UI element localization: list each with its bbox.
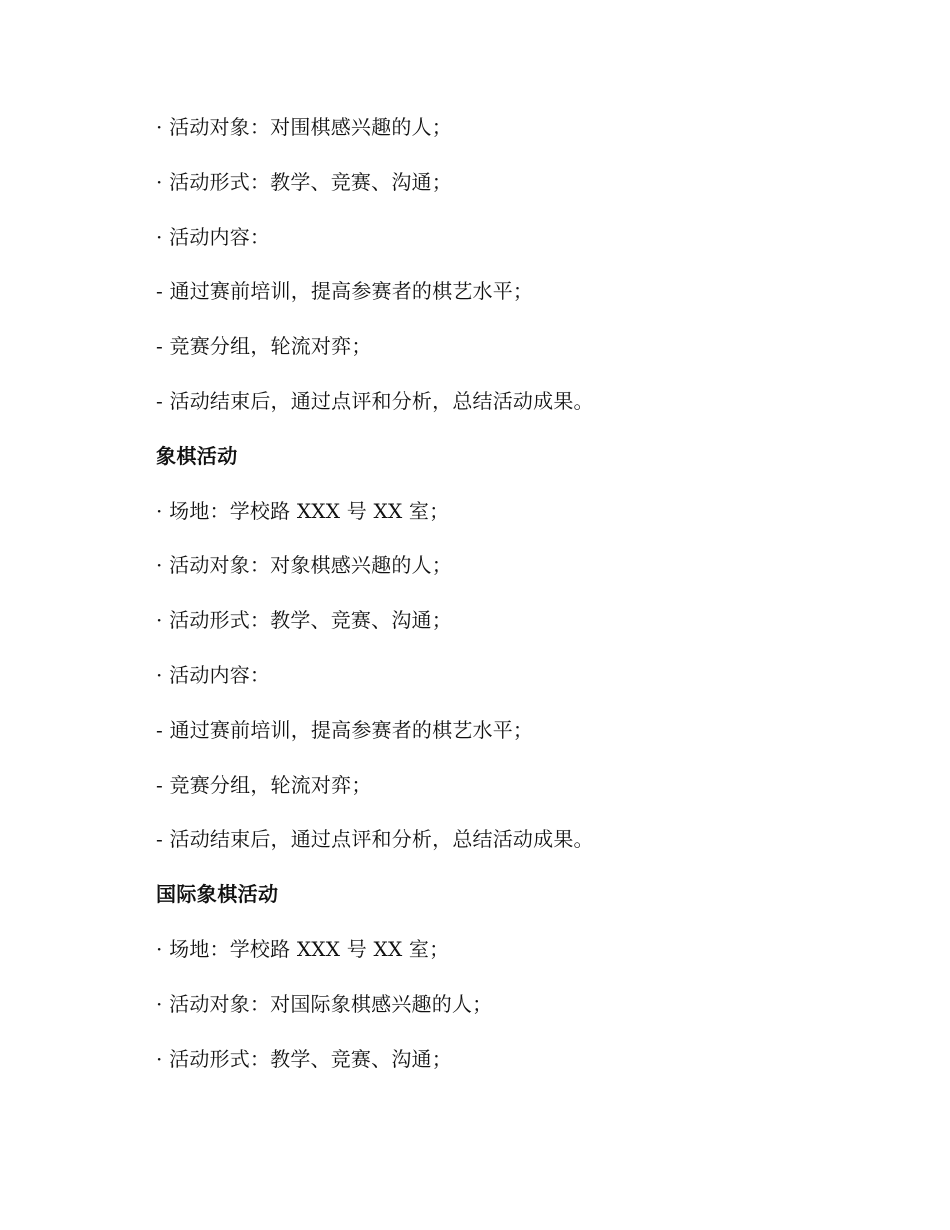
- section-heading: 国际象棋活动: [156, 882, 279, 907]
- list-item: - 竞赛分组，轮流对弈；: [156, 334, 372, 359]
- list-item: - 活动结束后，通过点评和分析，总结活动成果。: [156, 827, 594, 852]
- list-item: · 活动对象：对国际象棋感兴趣的人；: [156, 991, 493, 1016]
- list-item: · 活动对象：对围棋感兴趣的人；: [156, 115, 452, 139]
- list-item: · 场地：学校路 XXX 号 XX 室；: [156, 498, 450, 523]
- list-item: · 活动形式：教学、竞赛、沟通；: [156, 169, 452, 194]
- list-item: - 竞赛分组，轮流对弈；: [156, 772, 372, 797]
- list-item: · 场地：学校路 XXX 号 XX 室；: [156, 936, 450, 961]
- list-item: - 活动结束后，通过点评和分析，总结活动成果。: [156, 388, 594, 413]
- list-item: · 活动形式：教学、竞赛、沟通；: [156, 1046, 452, 1071]
- list-item: · 活动对象：对象棋感兴趣的人；: [156, 553, 452, 578]
- list-item: · 活动内容：: [156, 662, 271, 687]
- section-heading: 象棋活动: [156, 443, 238, 468]
- document-body: [156, 108, 856, 1094]
- list-item: - 通过赛前培训，提高参赛者的棋艺水平；: [156, 717, 534, 742]
- list-item: · 活动形式：教学、竞赛、沟通；: [156, 608, 452, 633]
- list-item: - 通过赛前培训，提高参赛者的棋艺水平；: [156, 279, 534, 304]
- list-item: · 活动内容：: [156, 224, 271, 249]
